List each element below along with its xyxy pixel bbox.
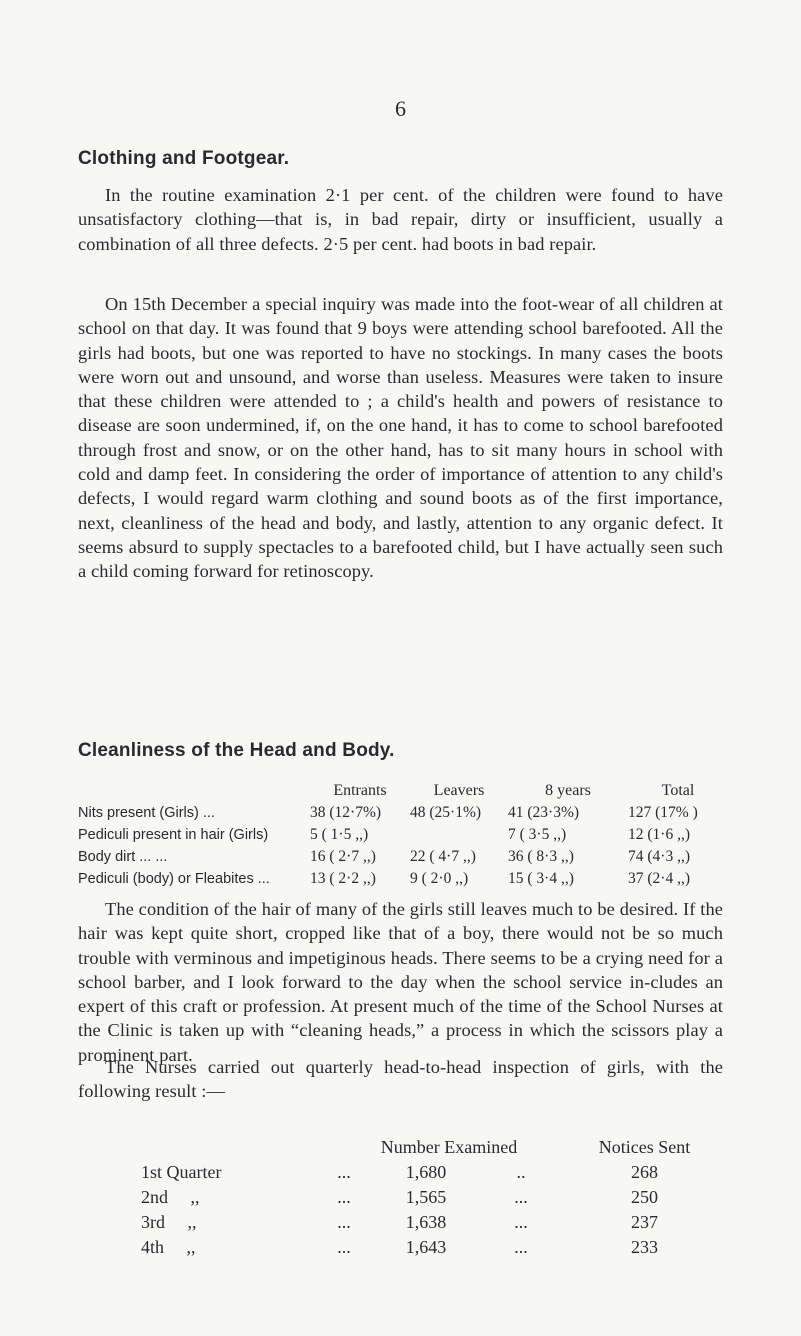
number-examined: 1,638 <box>405 1212 447 1232</box>
leader-dots: ... <box>514 1237 528 1257</box>
cleanliness-paragraph-1 <box>78 897 723 1067</box>
column-header-leavers: Leavers <box>433 782 485 799</box>
cell-leavers <box>410 824 508 846</box>
column-header-blank <box>78 780 310 802</box>
page-number: 6 <box>395 96 406 121</box>
cell-entrants: 38 (12·7%) <box>310 804 382 821</box>
inspection-header-row <box>78 1135 728 1160</box>
table-row <box>78 802 728 824</box>
cell-total: 12 (1·6 ,,) <box>628 826 690 843</box>
notices-sent: 237 <box>631 1212 658 1232</box>
inspection-table <box>78 1135 728 1260</box>
clothing-paragraph-2-text: On 15th December a special inquiry was made into the foot-wear of all children at school on that day. It was found that 9 boys were attending school barefooted. All the girls had boots, but one was reported to have no stockings. In many cases the boots were worn out and unsound, and worse than useless. Measures were taken to insure that these children were attended to ; a child's health and powers of resistance to disease are soon undermined, if, on the one hand, it has to come to school barefooted through frost and snow, or on the other hand, has to sit many hours in school with cold and damp feet. In considering the order of importance of attention to any child's defects, I would regard warm clothing and sound boots as of the first importance, next, cleanliness of the head and body, and lastly, attention to any organic defect. It seems absurd to supply spectacles to a barefooted child, but I have actually seen such a child coming forward for retinoscopy. <box>78 294 723 582</box>
cell-8-years: 41 (23·3%) <box>508 804 580 821</box>
cleanliness-header-row <box>78 780 728 802</box>
table-row <box>78 846 728 868</box>
cell-total: 37 (2·4 ,,) <box>628 870 690 887</box>
cell-leavers: 48 (25·1%) <box>410 804 482 821</box>
table-row <box>78 1235 728 1260</box>
row-label: Body dirt ... ... <box>78 849 168 865</box>
quarter-label: 4th ,, <box>141 1237 196 1257</box>
row-label: Pediculi (body) or Fleabites ... <box>78 871 270 887</box>
cleanliness-paragraph-2 <box>78 1055 723 1104</box>
row-label: Nits present (Girls) ... <box>78 805 215 821</box>
number-examined: 1,680 <box>405 1162 447 1182</box>
number-examined: 1,565 <box>405 1187 447 1207</box>
clothing-heading: Clothing and Footgear. <box>78 148 290 169</box>
cell-entrants: 5 ( 1·5 ,,) <box>310 826 369 843</box>
clothing-paragraph-1-text: In the routine examination 2·1 per cent. of the children were found to have unsatisfactory clothing—that is, in bad repair, dirty or insufficient, usually a combination of all three defects. 2·5 per cent. had boots in bad repair. <box>78 185 723 254</box>
table-row <box>78 868 728 890</box>
cell-entrants: 13 ( 2·2 ,,) <box>310 870 376 887</box>
cell-8-years: 7 ( 3·5 ,,) <box>508 826 567 843</box>
column-header-8-years: 8 years <box>545 782 591 799</box>
leader-dots: .. <box>516 1162 526 1182</box>
table-row <box>78 824 728 846</box>
clothing-paragraph-1 <box>78 183 723 256</box>
cell-leavers: 22 ( 4·7 ,,) <box>410 848 476 865</box>
cleanliness-heading: Cleanliness of the Head and Body. <box>78 740 395 761</box>
quarter-label: 3rd ,, <box>141 1212 197 1232</box>
column-header-total: Total <box>661 782 695 799</box>
column-header-number-examined: Number Examined <box>380 1137 518 1157</box>
row-label: Pediculi present in hair (Girls) <box>78 827 269 843</box>
leader-dots: ... <box>337 1237 351 1257</box>
notices-sent: 268 <box>631 1162 658 1182</box>
table-row <box>78 1210 728 1235</box>
column-header-entrants: Entrants <box>333 782 387 799</box>
cleanliness-paragraph-2-text: The Nurses carried out quarterly head-to-head inspection of girls, with the following result :— <box>78 1057 723 1102</box>
table-row <box>78 1185 728 1210</box>
leader-dots: ... <box>337 1162 351 1182</box>
table-row <box>78 1160 728 1185</box>
leader-dots: ... <box>337 1212 351 1232</box>
leader-dots: ... <box>337 1187 351 1207</box>
leader-dots: ... <box>514 1212 528 1232</box>
cell-total: 74 (4·3 ,,) <box>628 848 690 865</box>
number-examined: 1,643 <box>405 1237 447 1257</box>
notices-sent: 233 <box>631 1237 658 1257</box>
cell-8-years: 15 ( 3·4 ,,) <box>508 870 574 887</box>
leader-dots: ... <box>514 1187 528 1207</box>
quarter-label: 1st Quarter <box>141 1162 222 1182</box>
cell-entrants: 16 ( 2·7 ,,) <box>310 848 376 865</box>
cell-leavers: 9 ( 2·0 ,,) <box>410 870 469 887</box>
notices-sent: 250 <box>631 1187 658 1207</box>
clothing-paragraph-2 <box>78 292 723 584</box>
column-header-notices-sent: Notices Sent <box>598 1137 691 1157</box>
cleanliness-paragraph-1-text: The condition of the hair of many of the girls still leaves much to be desired. If the hair was kept quite short, cropped like that of a boy, there would not be so much trouble with verminous and impetiginous heads. There seems to be a crying need for a school barber, and I look forward to the day when the school service in-cludes an expert of this craft or profession. At present much of the time of the School Nurses at the Clinic is taken up with “cleaning heads,” a process in which the scissors play a prominent part. <box>78 899 723 1065</box>
cleanliness-table <box>78 780 728 890</box>
cell-total: 127 (17% ) <box>628 804 698 821</box>
cell-8-years: 36 ( 8·3 ,,) <box>508 848 574 865</box>
quarter-label: 2nd ,, <box>141 1187 200 1207</box>
